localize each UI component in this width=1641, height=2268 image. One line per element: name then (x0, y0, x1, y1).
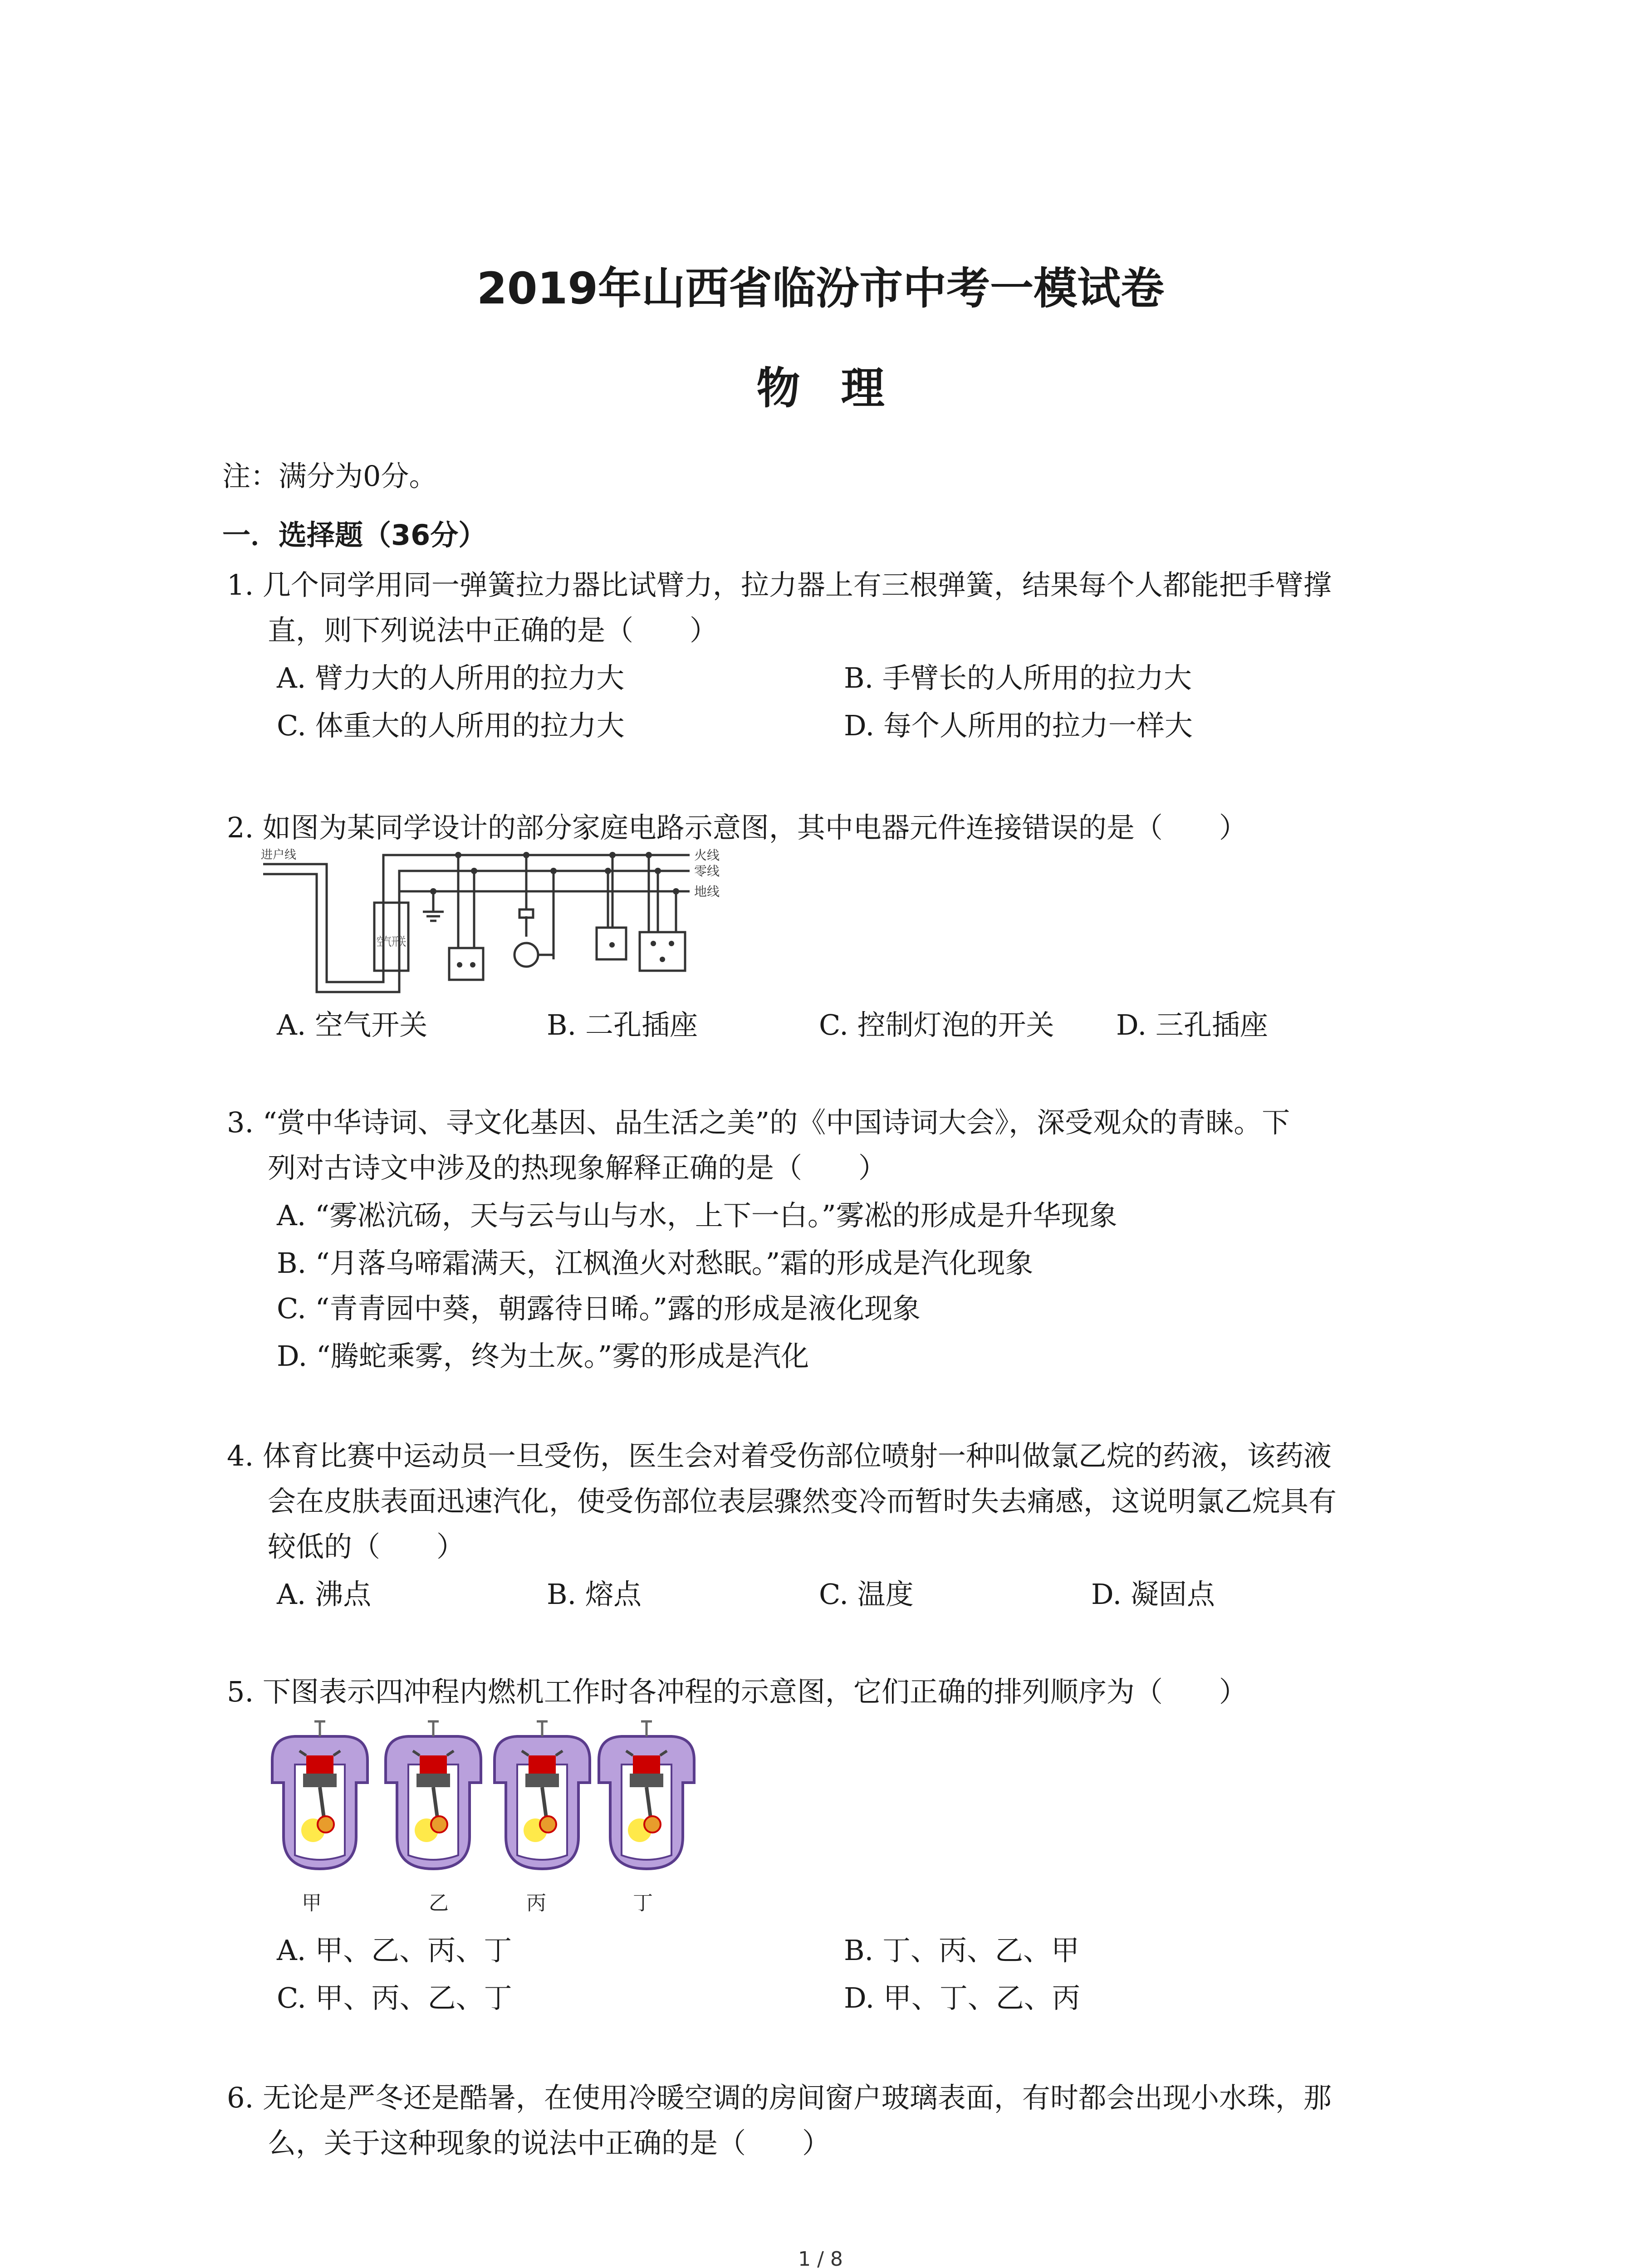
question-3-option-c: C. “青青园中葵，朝露待日晞。”露的形成是液化现象 (277, 1292, 921, 1325)
question-4-option-d: D. 凝固点 (1091, 1578, 1215, 1611)
ground-wire-label: 地线 (694, 884, 720, 899)
figure-label-yi: 乙 (429, 1892, 449, 1915)
air-switch-label: 空气开关 (377, 935, 406, 949)
entry-line-label: 进户线 (261, 848, 297, 862)
question-3-stem-line-1: 3. “赏中华诗词、寻文化基因、品生活之美”的《中国诗词大会》，深受观众的青睐。下 (227, 1106, 1290, 1139)
stroke-diagram-ding (599, 1721, 694, 1869)
question-5-stem-line-1: 5. 下图表示四冲程内燃机工作时各冲程的示意图，它们正确的排列顺序为（ ） (227, 1675, 1247, 1708)
question-3-option-d: D. “腾蛇乘雾，终为土灰。”雾的形成是汽化 (277, 1339, 809, 1373)
question-6-stem-line-2: 么，关于这种现象的说法中正确的是（ ） (268, 2126, 831, 2160)
stroke-diagram-bing (495, 1721, 590, 1869)
question-5-option-a: A. 甲、乙、丙、丁 (277, 1934, 512, 1967)
subject-title: 物理 (756, 363, 926, 414)
neutral-wire-label: 零线 (694, 864, 720, 879)
exam-title: 2019年山西省临汾市中考一模试卷 (476, 263, 1165, 314)
question-1-option-c: C. 体重大的人所用的拉力大 (277, 709, 625, 742)
question-1-option-d: D. 每个人所用的拉力一样大 (844, 709, 1193, 742)
question-5-option-b: B. 丁、丙、乙、甲 (844, 1934, 1079, 1967)
figure-label-bing: 丙 (526, 1892, 546, 1915)
question-4-stem-line-2: 会在皮肤表面迅速汽化，使受伤部位表层骤然变冷而暂时失去痛感，这说明氯乙烷具有 (268, 1485, 1337, 1518)
question-1-stem-line-1: 1. 几个同学用同一弹簧拉力器比试臂力，拉力器上有三根弹簧，结果每个人都能把手臂撑 (227, 568, 1332, 601)
live-wire-label: 火线 (694, 848, 720, 863)
question-2-option-b: B. 二孔插座 (547, 1008, 698, 1041)
question-2-stem-line-1: 2. 如图为某同学设计的部分家庭电路示意图，其中电器元件连接错误的是（ ） (227, 811, 1247, 844)
question-4-option-a: A. 沸点 (277, 1578, 372, 1611)
page-number: 1 / 8 (798, 2248, 843, 2268)
question-5-option-d: D. 甲、丁、乙、丙 (844, 1981, 1080, 2014)
stroke-diagram-yi (386, 1721, 481, 1869)
question-4-stem-line-3: 较低的（ ） (268, 1530, 465, 1563)
question-2-option-a: A. 空气开关 (277, 1008, 428, 1041)
question-6-stem-line-1: 6. 无论是严冬还是酷暑，在使用冷暖空调的房间窗户玻璃表面，有时都会出现小水珠，那 (227, 2081, 1332, 2114)
figure-label-jia: 甲 (302, 1892, 322, 1915)
question-5-option-c: C. 甲、丙、乙、丁 (277, 1981, 512, 2014)
score-note: 注：满分为0分。 (222, 459, 437, 493)
question-4-option-c: C. 温度 (819, 1578, 914, 1611)
question-2-option-c: C. 控制灯泡的开关 (819, 1008, 1054, 1041)
section-title: 一．选择题（36分） (222, 518, 487, 552)
question-1-stem-line-2: 直，则下列说法中正确的是（ ） (268, 614, 718, 647)
question-1-option-a: A. 臂力大的人所用的拉力大 (277, 661, 625, 694)
question-3-stem-line-2: 列对古诗文中涉及的热现象解释正确的是（ ） (268, 1151, 887, 1184)
question-3-option-a: A. “雾凇沆砀，天与云与山与水，上下一白。”雾凇的形成是升华现象 (277, 1199, 1117, 1232)
stroke-diagram-jia (272, 1721, 367, 1869)
household-circuit-diagram (259, 846, 720, 1005)
engine-strokes-figure (263, 1719, 717, 1932)
question-4-stem-line-1: 4. 体育比赛中运动员一旦受伤，医生会对着受伤部位喷射一种叫做氯乙烷的药液，该药液 (227, 1439, 1332, 1472)
question-1-option-b: B. 手臂长的人所用的拉力大 (844, 661, 1192, 694)
question-4-option-b: B. 熔点 (547, 1578, 642, 1611)
question-3-option-b: B. “月落乌啼霜满天，江枫渔火对愁眠。”霜的形成是汽化现象 (277, 1246, 1034, 1280)
question-2-option-d: D. 三孔插座 (1116, 1008, 1268, 1041)
figure-label-ding: 丁 (633, 1892, 653, 1915)
